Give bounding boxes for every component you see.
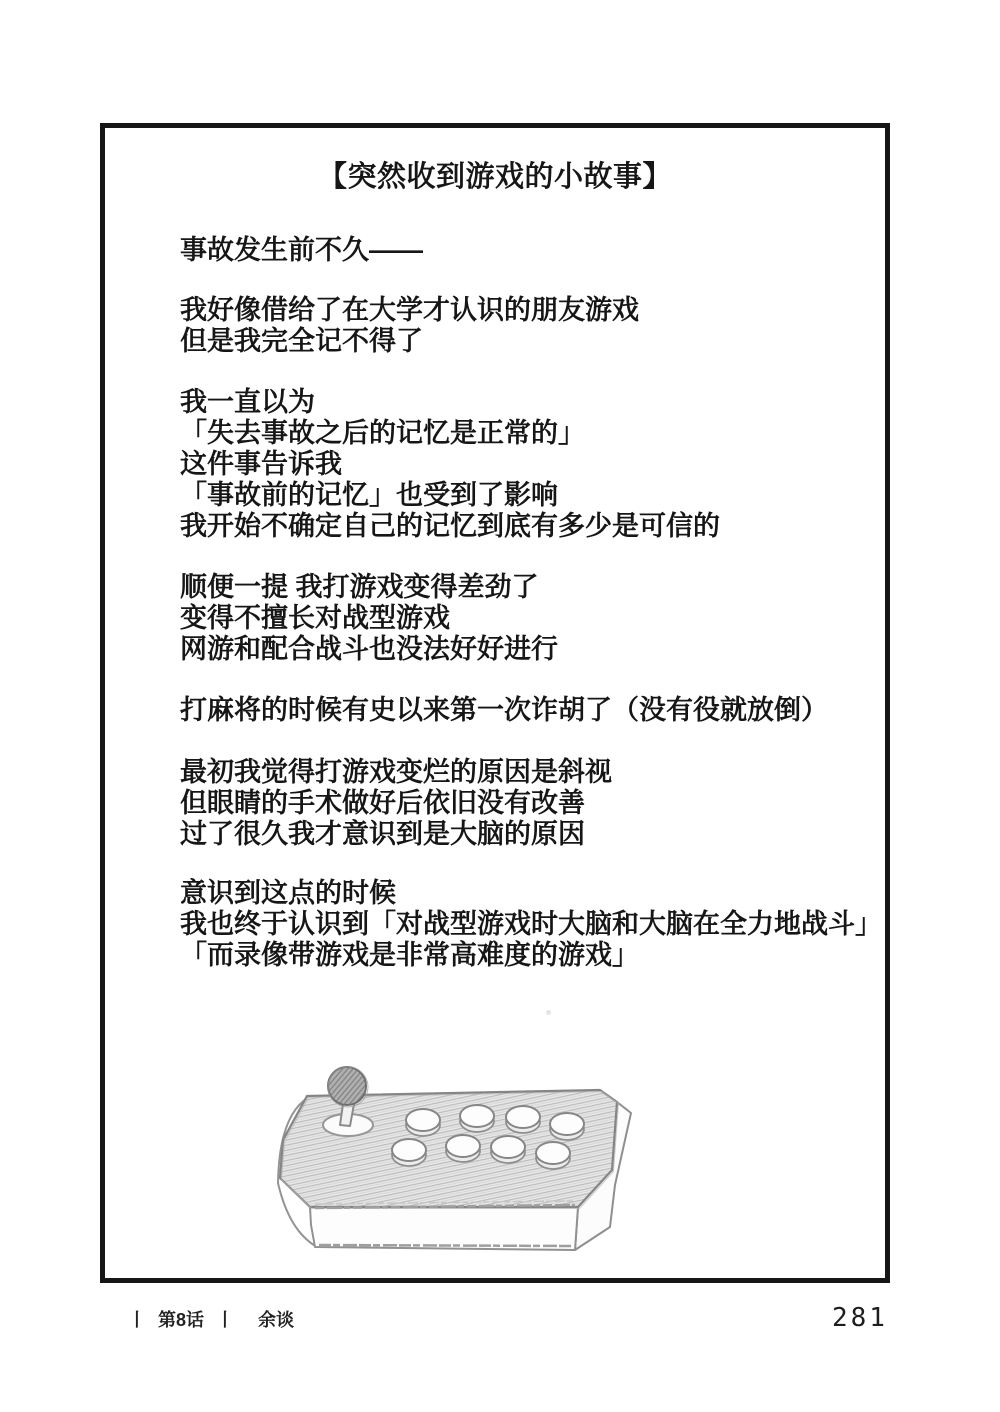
paragraph-3 [180,387,720,542]
paragraph-5 [180,695,828,726]
stick-body-front-face [310,1207,578,1250]
text-line: 最初我觉得打游戏变烂的原因是斜视 [180,757,612,787]
paragraph-4 [180,572,558,665]
arcade-button [392,1139,426,1166]
page-number: 281 [832,1303,888,1333]
text-line: 我也终于认识到「对战型游戏时大脑和大脑在全力地战斗」 [180,909,882,939]
text-line: 过了很久我才意识到是大脑的原因 [180,819,585,849]
text-line: 变得不擅长对战型游戏 [180,603,450,633]
text-line: 我好像借给了在大学才认识的朋友游戏 [180,295,639,325]
text-line: 打麻将的时候有史以来第一次诈胡了（没有役就放倒） [180,695,828,725]
text-line: 但眼睛的手术做好后依旧没有改善 [180,788,585,818]
arcade-button [460,1105,494,1132]
paragraph-7 [180,878,882,971]
scan-speck [546,1010,551,1015]
arcade-button [491,1136,525,1163]
text-line: 「事故前的记忆」也受到了影响 [180,480,558,510]
text-line: 这件事告诉我 [180,449,342,479]
arcade-button [550,1113,584,1140]
paragraph-2 [180,295,639,357]
text-line: 事故发生前不久—— [180,235,423,265]
page-title: 【突然收到游戏的小故事】 [317,161,672,193]
text-line: 我开始不确定自己的记忆到底有多少是可信的 [180,511,720,541]
page-frame [100,123,890,1283]
arcade-button [446,1135,480,1162]
arcade-button [536,1142,570,1169]
chapter-label: 丨 第8话 丨 余谈 [128,1310,295,1330]
text-line: 意识到这点的时候 [180,878,396,908]
text-line: 我一直以为 [180,387,315,417]
text-line: 「失去事故之后的记忆是正常的」 [180,418,585,448]
paragraph-6 [180,757,612,850]
text-line: 「而录像带游戏是非常高难度的游戏」 [180,940,639,970]
arcade-joystick-sketch-illustration [275,1055,637,1255]
text-line: 网游和配合战斗也没法好好进行 [180,634,558,664]
text-line: 顺便一提 我打游戏变得差劲了 [180,572,539,602]
arcade-button [406,1109,440,1136]
paragraph-1 [180,235,423,266]
arcade-button [506,1106,540,1133]
text-line: 但是我完全记不得了 [180,326,423,356]
